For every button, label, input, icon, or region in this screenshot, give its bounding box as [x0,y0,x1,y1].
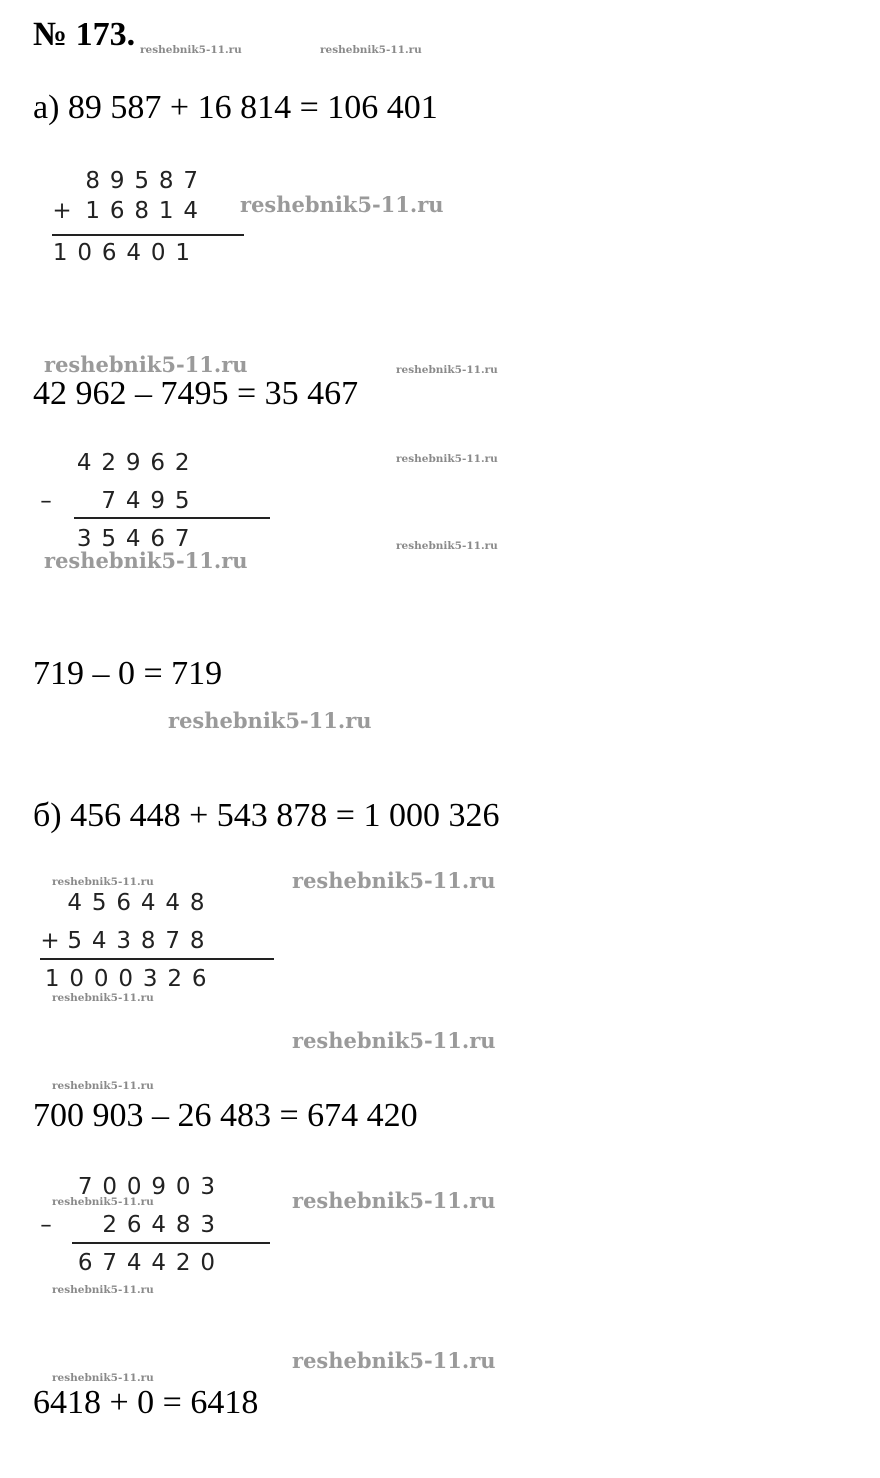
equation-b-zero: 6418 + 0 = 6418 [33,1384,259,1421]
watermark: reshebnik5-11.ru [52,876,154,888]
digit: 1 [158,198,174,224]
digit: 6 [116,890,132,916]
column-result-row [48,238,203,268]
equation-b-subtraction: 700 903 – 26 483 = 674 420 [33,1097,418,1134]
minus-sign: – [40,488,52,514]
digit: 1 [175,240,191,266]
digit: 9 [125,450,141,476]
watermark: reshebnik5-11.ru [168,708,372,733]
digit: 0 [77,240,93,266]
digit: 0 [200,1250,216,1276]
digit: 1 [44,966,60,992]
digit: 3 [200,1212,216,1238]
digit: 7 [174,526,190,552]
digit: 7 [101,488,117,514]
digit: 4 [67,890,83,916]
digit: 9 [151,1174,167,1200]
watermark: reshebnik5-11.ru [44,548,248,573]
digit: 1 [85,198,101,224]
digit: 6 [150,526,166,552]
digit: 3 [142,966,158,992]
digit: 8 [158,168,174,194]
digit: 8 [175,1212,191,1238]
watermark: reshebnik5-11.ru [44,352,248,377]
column-addition-b [38,888,212,994]
digit: 4 [125,488,141,514]
digit: 4 [140,890,156,916]
watermark: reshebnik5-11.ru [396,540,498,552]
digit: 4 [91,928,107,954]
watermark: reshebnik5-11.ru [292,868,496,893]
watermark: reshebnik5-11.ru [52,1080,154,1092]
watermark: reshebnik5-11.ru [140,44,242,56]
column-result-row [73,1248,220,1278]
digit: 8 [134,198,150,224]
digit: 3 [76,526,92,552]
difference-line [74,517,270,519]
column-top-row [72,448,195,478]
watermark: reshebnik5-11.ru [396,364,498,376]
digit: 2 [101,450,117,476]
digit: 6 [191,966,207,992]
digit: 5 [174,488,190,514]
digit: 5 [91,890,107,916]
digit: 0 [126,1174,142,1200]
digit: 8 [189,928,205,954]
digit: 8 [85,168,101,194]
digit: 4 [125,526,141,552]
digit: 6 [126,1212,142,1238]
plus-sign: + [40,928,60,954]
digit: 6 [150,450,166,476]
digit: 1 [52,240,68,266]
watermark: reshebnik5-11.ru [396,453,498,465]
column-result-row [40,964,212,994]
digit: 4 [126,1250,142,1276]
column-bottom-row [52,196,203,226]
problem-number: № 173. [33,16,136,53]
digit: 3 [200,1174,216,1200]
column-bottom-row [38,926,212,956]
digit: 2 [167,966,183,992]
plus-sign: + [52,198,72,224]
watermark: reshebnik5-11.ru [52,1284,154,1296]
column-bottom-row [40,486,195,516]
digit: 0 [69,966,85,992]
digit: 7 [165,928,181,954]
sum-line [52,234,244,236]
digit: 0 [102,1174,118,1200]
column-subtraction-a [38,448,195,554]
digit: 3 [116,928,132,954]
digit: 5 [67,928,83,954]
digit: 4 [151,1212,167,1238]
digit: 5 [101,526,117,552]
digit: 4 [151,1250,167,1276]
digit: 7 [183,168,199,194]
digit: 0 [118,966,134,992]
watermark: reshebnik5-11.ru [320,44,422,56]
digit: 4 [165,890,181,916]
digit: 0 [175,1174,191,1200]
digit: 2 [102,1212,118,1238]
digit: 7 [77,1174,93,1200]
watermark: reshebnik5-11.ru [240,192,444,217]
difference-line [72,1242,270,1244]
digit: 7 [102,1250,118,1276]
column-top-row [56,166,203,196]
column-bottom-row [40,1210,220,1240]
digit: 9 [150,488,166,514]
column-subtraction-b [38,1172,220,1278]
digit: 5 [134,168,150,194]
digit: 2 [174,450,190,476]
sum-line [40,958,274,960]
equation-a-subtraction: 42 962 – 7495 = 35 467 [33,375,359,412]
digit: 4 [183,198,199,224]
digit: 0 [150,240,166,266]
digit: 4 [76,450,92,476]
digit: 6 [77,1250,93,1276]
digit: 4 [126,240,142,266]
digit: 2 [175,1250,191,1276]
column-top-row [38,888,212,918]
digit: 0 [93,966,109,992]
equation-b-addition: б) 456 448 + 543 878 = 1 000 326 [33,797,500,834]
watermark: reshebnik5-11.ru [292,1348,496,1373]
digit: 8 [140,928,156,954]
watermark: reshebnik5-11.ru [52,992,154,1004]
column-addition-a [52,166,203,268]
watermark: reshebnik5-11.ru [292,1188,496,1213]
digit: 9 [109,168,125,194]
minus-sign: – [40,1212,52,1238]
equation-a-addition: а) 89 587 + 16 814 = 106 401 [33,89,438,126]
digit: 6 [101,240,117,266]
watermark: reshebnik5-11.ru [52,1196,154,1208]
equation-a-zero: 719 – 0 = 719 [33,655,223,692]
digit: 6 [109,198,125,224]
digit: 8 [189,890,205,916]
watermark: reshebnik5-11.ru [292,1028,496,1053]
watermark: reshebnik5-11.ru [52,1372,154,1384]
